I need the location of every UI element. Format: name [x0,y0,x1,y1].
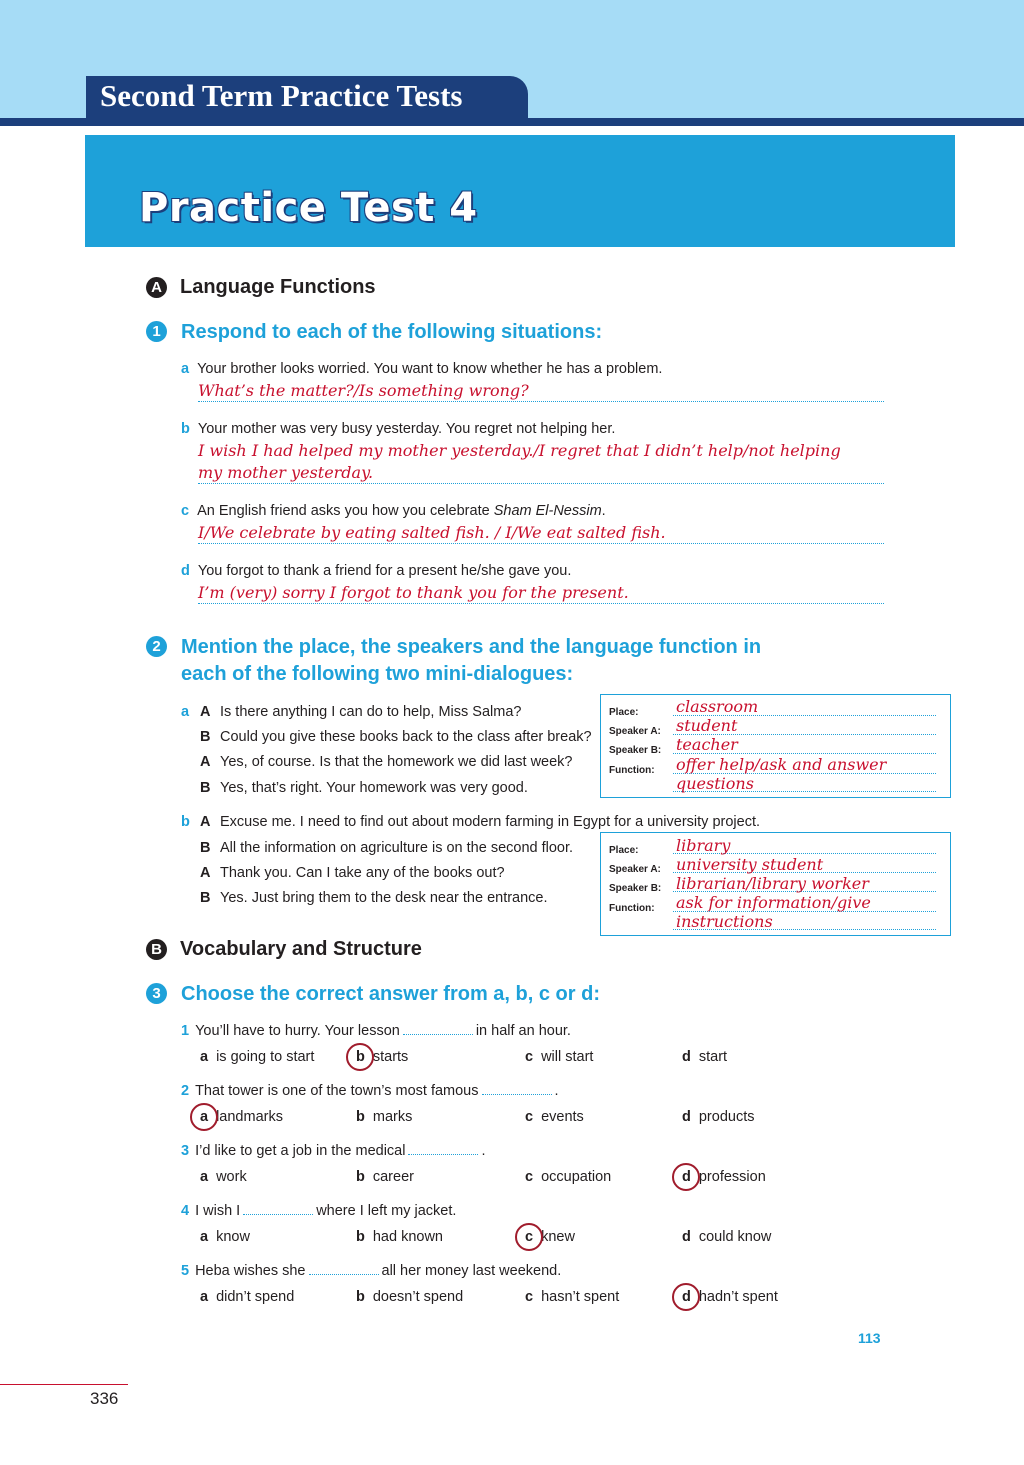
function-label: Function: [609,903,655,914]
question-2-option-b[interactable] [356,1108,412,1126]
dialogue-a-line-4 [200,779,528,797]
option-letter: d [682,1109,691,1125]
speaker-a-label: Speaker A: [609,864,661,875]
option-text: doesn’t spend [372,1289,464,1305]
speaker: B [200,840,211,856]
answer-line-b: I wish I had helped my mother yesterday./I regret that I didn’t help/not helping [198,441,841,460]
task-1-title: Respond to each of the following situations: [181,321,603,343]
answer-line-d: I’m (very) sorry I forgot to thank you for the present. [198,582,884,604]
situation-text: An English friend asks you how you celebrate [197,503,494,519]
question-5-option-c[interactable] [525,1288,619,1306]
option-letter: a [200,1229,209,1245]
question-3-option-b[interactable] [356,1168,414,1186]
answer-blank [403,1023,473,1035]
question-3-stem [181,1142,485,1160]
situation-italic: Sham El-Nessim [493,503,602,519]
header-rule [0,118,1024,126]
speaker: B [200,780,211,796]
dialogue-text: Is there anything I can do to help, Miss Salma? [220,704,522,720]
dialogue-a-line-3 [200,753,572,771]
speaker-a-label: Speaker A: [609,726,661,737]
footer-rule [0,1384,128,1385]
item-letter: c [181,503,190,519]
section-b-badge: B [146,939,167,960]
answer-blank [482,1083,552,1095]
question-text: I wish I [195,1203,241,1219]
task-3-badge: 3 [146,983,167,1004]
question-2-option-d[interactable] [682,1108,754,1126]
place-label: Place: [609,707,639,718]
option-letter: d [682,1229,691,1245]
option-text: hadn’t spent [698,1289,778,1305]
option-letter: c [525,1229,534,1245]
question-1-option-a[interactable] [200,1048,314,1066]
option-letter: b [356,1109,365,1125]
section-a-heading [146,276,376,299]
situation-text-end: . [601,503,606,519]
dialogue-b-answer-box [600,832,951,936]
dialogue-text: Yes, that’s right. Your homework was very good. [220,780,528,796]
dialogue-b-line-4 [200,889,548,907]
speaker: A [200,865,211,881]
dialogue-a-line-1 [181,703,521,721]
situation-text: Your mother was very busy yesterday. You regret not helping her. [197,421,616,437]
question-text-end: in half an hour. [475,1023,571,1039]
function-answer-cont: questions [676,774,754,793]
answer-circle-mark [190,1103,218,1131]
question-5-option-b[interactable] [356,1288,463,1306]
question-1-stem [181,1022,571,1040]
option-text: didn’t spend [216,1289,295,1305]
question-5-stem [181,1262,561,1280]
option-letter: a [200,1109,209,1125]
speaker-b-answer: teacher [676,735,738,754]
function-label: Function: [609,765,655,776]
question-4-stem [181,1202,456,1220]
option-letter: a [200,1049,209,1065]
question-text-end: all her money last weekend. [381,1263,562,1279]
speaker: B [200,729,211,745]
answer-blank [408,1143,478,1155]
item-letter: a [181,361,190,377]
dialogue-letter: a [181,704,190,720]
option-text: will start [541,1049,594,1065]
question-3-option-c[interactable] [525,1168,611,1186]
place-label: Place: [609,845,639,856]
option-text: is going to start [216,1049,315,1065]
option-text: occupation [541,1169,612,1185]
task-1-badge: 1 [146,321,167,342]
dialogue-text: Yes, of course. Is that the homework we did last week? [220,754,573,770]
option-letter: b [356,1289,365,1305]
question-2-stem [181,1082,559,1100]
question-number: 3 [181,1143,190,1159]
option-text: career [372,1169,414,1185]
question-1-option-c[interactable] [525,1048,593,1066]
dialogue-a-line-2 [200,728,592,746]
option-letter: a [200,1289,209,1305]
page-title: Practice Test 4 [139,185,478,231]
option-letter: b [356,1049,365,1065]
question-3-option-a[interactable] [200,1168,247,1186]
option-letter: b [356,1229,365,1245]
option-letter: d [682,1049,691,1065]
option-text: hasn’t spent [541,1289,620,1305]
question-number: 5 [181,1263,190,1279]
situation-d [181,562,571,580]
answer-circle-mark [672,1163,700,1191]
item-letter: b [181,421,190,437]
answer-circle-mark [515,1223,543,1251]
speaker: A [200,814,211,830]
question-number: 1 [181,1023,190,1039]
dialogue-b-line-3 [200,864,505,882]
option-letter: c [525,1169,534,1185]
dialogue-letter: b [181,814,190,830]
option-text: products [698,1109,755,1125]
speaker: A [200,704,211,720]
question-4-option-d[interactable] [682,1228,771,1246]
option-letter: b [356,1169,365,1185]
situation-c [181,502,606,520]
dialogue-text: Thank you. Can I take any of the books out? [220,865,505,881]
question-number: 4 [181,1203,190,1219]
question-text: I’d like to get a job in the medical [195,1143,406,1159]
option-letter: a [200,1169,209,1185]
section-b-title: Vocabulary and Structure [180,938,422,960]
question-text: Heba wishes she [195,1263,306,1279]
option-letter: d [682,1169,691,1185]
task-2-title-line-1: Mention the place, the speakers and the language function in [181,636,762,658]
option-text: start [698,1049,728,1065]
option-text: marks [372,1109,413,1125]
dialogue-text: Yes. Just bring them to the desk near the entrance. [220,890,548,906]
dialogue-text: Excuse me. I need to find out about modern farming in Egypt for a university project. [220,814,761,830]
section-a-badge: A [146,277,167,298]
dialogue-text: Could you give these books back to the class after break? [220,729,592,745]
book-page-number: 113 [858,1330,881,1346]
question-2-option-c[interactable] [525,1108,584,1126]
option-text: events [541,1109,584,1125]
question-text-end: where I left my jacket. [316,1203,457,1219]
option-text: know [216,1229,250,1245]
option-letter: c [525,1289,534,1305]
question-text: That tower is one of the town’s most famous [195,1083,479,1099]
speaker-b-label: Speaker B: [609,883,662,894]
situation-b [181,420,615,438]
question-4-option-b[interactable] [356,1228,443,1246]
page-number: 336 [90,1389,119,1408]
place-answer: library [676,836,731,855]
answer-circle-mark [346,1043,374,1071]
question-text-end: . [481,1143,486,1159]
option-text: profession [698,1169,766,1185]
function-answer: offer help/ask and answer [676,755,887,774]
answer-blank [243,1203,313,1215]
task-2-badge: 2 [146,636,167,657]
option-text: landmarks [216,1109,283,1125]
task-3-title: Choose the correct answer from a, b, c or d: [181,983,600,1005]
option-text: had known [372,1229,443,1245]
answer-line-b-cont: my mother yesterday. [198,462,884,484]
dialogue-a-answer-box [600,694,951,798]
dialogue-b-line-1 [181,813,760,831]
dialogue-text: All the information on agriculture is on the second floor. [220,840,574,856]
task-2-title-line-2: each of the following two mini-dialogues: [181,663,574,685]
option-letter: c [525,1049,534,1065]
option-text: work [216,1169,247,1185]
question-5-option-a[interactable] [200,1288,294,1306]
function-answer-cont: instructions [676,912,773,931]
situation-text: Your brother looks worried. You want to know whether he has a problem. [197,361,663,377]
option-text: could know [698,1229,772,1245]
question-text: You’ll have to hurry. Your lesson [195,1023,400,1039]
situation-text: You forgot to thank a friend for a present he/she gave you. [197,563,572,579]
speaker: B [200,890,211,906]
speaker-b-answer: librarian/library worker [676,874,869,893]
option-text: starts [372,1049,409,1065]
answer-line-a: What’s the matter?/Is something wrong? [198,380,884,402]
speaker-a-answer: student [676,716,738,735]
speaker-a-answer: university student [676,855,824,874]
item-letter: d [181,563,190,579]
question-4-option-a[interactable] [200,1228,250,1246]
situation-a [181,360,662,378]
speaker-b-label: Speaker B: [609,745,662,756]
option-letter: c [525,1109,534,1125]
dialogue-b-line-2 [200,839,573,857]
answer-line-c: I/We celebrate by eating salted fish. / I/We eat salted fish. [198,522,884,544]
option-letter: d [682,1289,691,1305]
question-1-option-d[interactable] [682,1048,727,1066]
section-a-title: Language Functions [180,276,376,298]
term-title: Second Term Practice Tests [100,78,463,113]
function-answer: ask for information/give [676,893,871,912]
question-text-end: . [554,1083,559,1099]
question-number: 2 [181,1083,190,1099]
place-answer: classroom [676,697,759,716]
section-b-heading [146,938,422,961]
speaker: A [200,754,211,770]
answer-circle-mark [672,1283,700,1311]
answer-blank [309,1263,379,1275]
option-text: knew [541,1229,575,1245]
